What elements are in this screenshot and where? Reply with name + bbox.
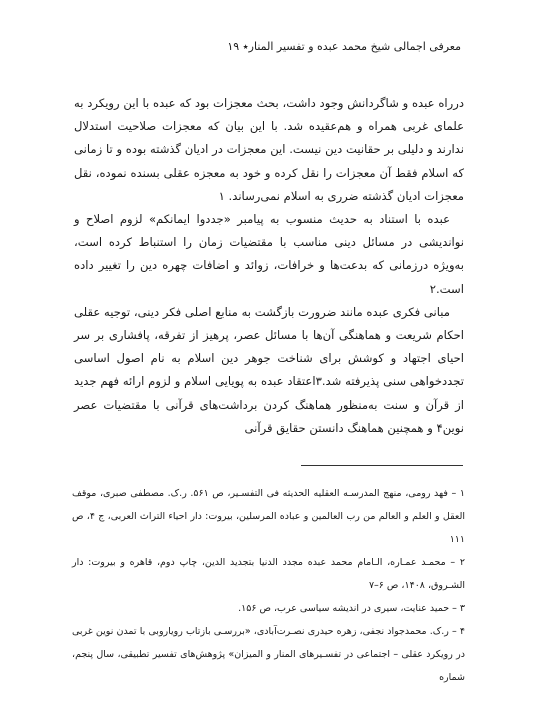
- running-title: معرفی اجمالی شیخ محمد عبده و تفسیر المنار: [248, 40, 461, 53]
- footnote-divider: [301, 465, 463, 466]
- footnote: ۲ – محمـد عمـاره، الـامام محمد عبده مجدد الدنیا بتجدید الدین، چاپ دوم، قاهره و بیروت: دار الشـروق، ۱۴۰۸، ص ۶–۷: [72, 557, 465, 591]
- header-separator: ٭: [239, 40, 249, 53]
- body-text: [74, 92, 464, 440]
- paragraph: عبده با استناد به حدیث منسوب به پیامبر «جددوا ایمانکم» لزوم اصلاح و نواندیشی در مسائل دینی مناسب با مقتضیات زمان را استنباط کرده است، به‌ویژه درزمانی که بدعت‌ها و خرافات، زوائد و اضافات چهره دین را تغییر داده است.۲: [74, 212, 464, 296]
- footnotes: [72, 482, 465, 689]
- footnote: ۱ – فهد رومی، منهج المدرسـه العقلیه الحدیثه فی التفسـیر، ص ۵۶۱. ر.ک. مصطفی صبری، موقف العقل و العلم و العالم من رب العالمین و عباده المرسلین، بیروت: دار احیاء التراث العربی، ج ۴، ص ۱۱۱: [72, 488, 465, 545]
- page-number: ۱۹: [227, 40, 240, 53]
- paragraph: مبانی فکری عبده مانند ضرورت بازگشت به منابع اصلی فکر دینی، توجیه عقلی احکام شریعت و هماهنگی آن‌ها با مسائل عصر، پرهیز از تفرقه، پافشاری بر سر احیای اجتهاد و کوشش برای شناخت جوهر دین اسلام به نام اصول اساسی تجددخواهی سنی پذیرفته شد.۳اعتقاد عبده به پویایی اسلام و لزوم ارائه فهم جدید از قرآن و سنت به‌منظور هماهنگ کردن برداشت‌های قرآنی با مقتضیات عصر نوین۴ و همچنین هماهنگ دانستن حقایق قرآنی: [74, 304, 464, 435]
- running-header: [227, 40, 461, 53]
- footnote: ۴ – ر.ک. محمدجواد نجفی، زهره حیدری نصـرت‌آبادی، «بررسـی بازتاب رویاروبی با تمدن نوین غربی در رویکرد عقلی – اجتماعی در تفسـیرهای المنار و المیزان» پژوهش‌های تفسیر تطبیقی، سال پنجم، شماره: [72, 626, 465, 683]
- paragraph: درراه عبده و شاگردانش وجود داشت، بحث معجزات بود که عبده با این رویکرد به علمای غربی همراه و هم‌عقیده شد. با این بیان که معجزات صلاحیت استدلال ندارند و دلیلی بر حقانیت دین نیست. این معجزات در ادیان گذشته بوده و تا زمانی که اسلام فقط آن معجزات را نقل کرده و خود به معجزه عقلی بسنده نموده، نقل معجزات ادیان گذشته ضرری به اسلام نمی‌رساند. ۱: [74, 96, 464, 203]
- footnote: ۳ – حمید عنایت، سیری در اندیشه سیاسی عرب، ص ۱۵۶.: [238, 603, 465, 614]
